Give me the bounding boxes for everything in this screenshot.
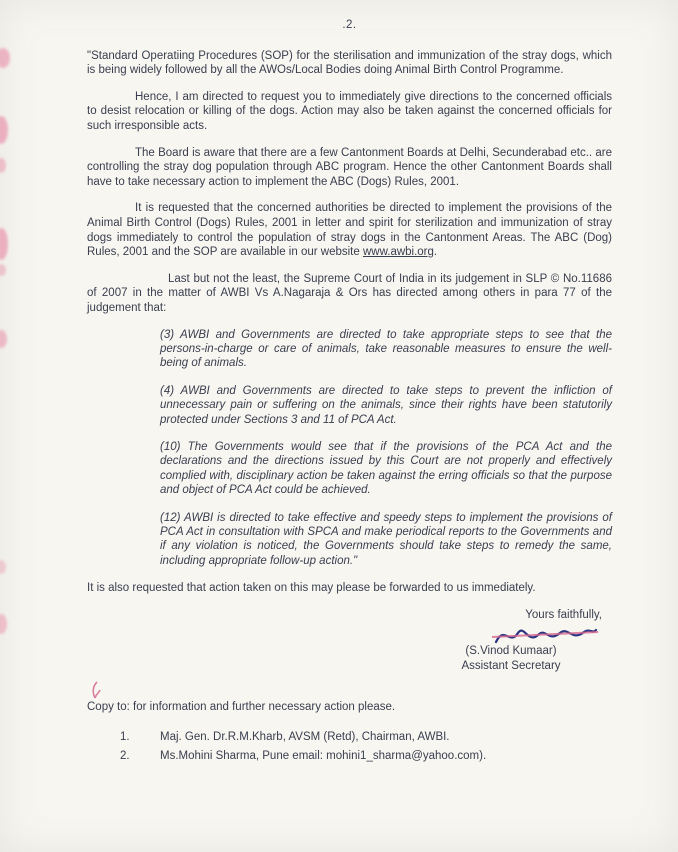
copy-to-item-number: 2.: [120, 749, 130, 762]
page-number: .2.: [342, 19, 357, 31]
scan-smudge: [0, 228, 8, 260]
signatory-title: Assistant Secretary: [461, 659, 561, 672]
signatory-name: (S.Vinod Kumaar): [465, 645, 557, 658]
copy-to-item: [120, 749, 612, 764]
paragraph-abc-rules-period: .: [433, 246, 438, 259]
paragraph-supreme-court: Last but not the least, the Supreme Court of India in its judgement in SLP © No.11686 of 2007 in the matter of AWBI Vs A.Nagaraja & Ors has directed among others in para 77 of the judgement that:: [87, 272, 612, 314]
judgement-quote-12: (12) AWBI is directed to take effective and speedy steps to implement the provisions of PCA Act in consultation with SPCA and make periodical reports to the Governments and if any violation is noticed, the Governments should take steps to remedy the same, including appropriate follow-up action.": [160, 511, 612, 567]
scan-smudge: [0, 614, 7, 634]
paragraph-sop: "Standard Operatiing Procedures (SOP) for the sterilisation and immunization of the stray dogs, which is being widely followed by all the AWOs/Local Bodies doing Animal Birth Control Programme.: [87, 49, 612, 77]
judgement-quote-3: (3) AWBI and Governments are directed to take appropriate steps to see that the persons-in-charge or care of animals, take reasonable measures to ensure the well-being of animals.: [160, 328, 612, 370]
paragraph-abc-rules: [87, 201, 612, 259]
scan-smudge: [0, 158, 6, 173]
website-link[interactable]: www.awbi.org: [362, 246, 434, 259]
judgement-quote-10: (10) The Governments would see that if the provisions of the PCA Act and the declarations and the directions issued by this Court are not properly and effectively complied with, disciplinary action be taken against the erring officials so that the purpose and object of PCA Act could be achieved.: [160, 440, 612, 497]
copy-to-item-text: Maj. Gen. Dr.R.M.Kharb, AVSM (Retd), Chairman, AWBI.: [160, 731, 450, 744]
paragraph-cantonment-boards: The Board is aware that there are a few Cantonment Boards at Delhi, Secunderabad etc.. are controlling the stray dog population through ABC program. Hence the other Cantonment Boards shall have to take necessary action to implement the ABC (Dogs) Rules, 2001.: [87, 146, 612, 188]
signature-block: [416, 608, 606, 674]
copy-to-item-number: 1.: [120, 731, 130, 744]
copy-to-item-text: Ms.Mohini Sharma, Pune email: mohini1_sharma@yahoo.com).: [160, 749, 487, 762]
scan-smudge: [0, 560, 6, 574]
closing-request-line: It is also requested that action taken on this may please be forwarded to us immediately.: [87, 582, 536, 595]
pen-tick-mark: [88, 680, 102, 700]
judgement-quote-4: (4) AWBI and Governments are directed to take steps to prevent the infliction of unnecessary pain or suffering on the animals, since their rights have been statutorily protected under Sections 3 and 11 of PCA Act.: [160, 384, 612, 426]
scan-smudge: [0, 264, 6, 276]
valediction: Yours faithfully,: [525, 608, 602, 621]
paragraph-abc-rules-text: It is requested that the concerned authorities be directed to implement the provisions of the Animal Birth Control (Dogs) Rules, 2001 in letter and spirit for sterilization and immunization of stray dogs immediately to control the population of stray dogs in the Cantonment Areas. The ABC (Dog) Rules, 2001 and the SOP are available in our website: [87, 202, 612, 259]
copy-to-heading: Copy to: for information and further necessary action please.: [87, 700, 396, 713]
copy-to-item: [120, 730, 612, 745]
scan-smudge: [0, 48, 10, 68]
scan-smudge: [0, 330, 7, 348]
scan-smudge: [0, 116, 8, 144]
paragraph-hence: Hence, I am directed to request you to immediately give directions to the concerned officials to desist relocation or killing of the dogs. Action may also be taken against the concerned officials for such irresponsible acts.: [87, 90, 612, 132]
